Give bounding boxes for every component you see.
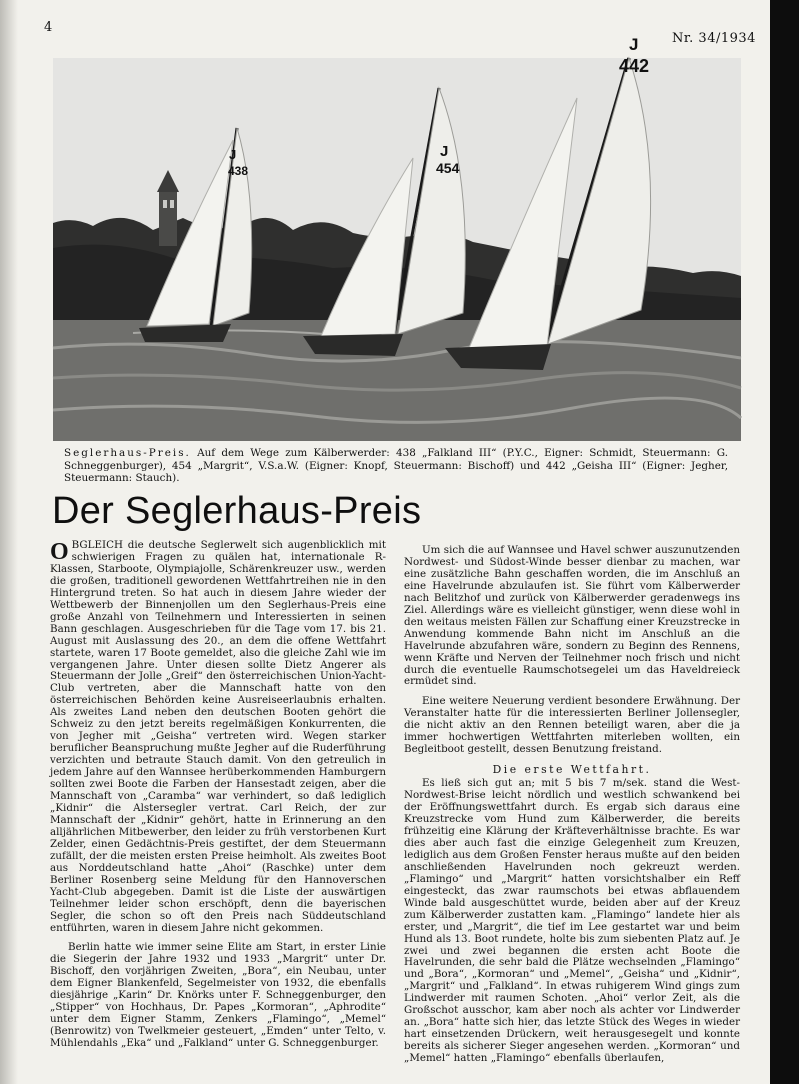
issue-number: Nr. 34/1934 xyxy=(672,31,756,46)
scan-border xyxy=(770,0,799,1084)
sail-number-438: 438 xyxy=(228,164,249,178)
sail-letter-438: J xyxy=(229,147,237,162)
section-subheading: Die erste Wettfahrt. xyxy=(492,763,652,777)
article-left-column xyxy=(50,540,386,1058)
paragraph: Eine weitere Neuerung verdient besondere Erwähnung. Der Veranstalter hatte für die interessierten Berliner Jollensegler, die nicht aktiv an den Rennen beteiligt waren, aber die ja immer hochwertigen Wettfahrten miterleben wollten, ein Begleitboot gestellt, dessen Benutzung freistand. xyxy=(404,695,740,756)
sail-letter-442: J xyxy=(629,35,639,54)
photo-caption xyxy=(64,447,728,485)
article-title: Der Seglerhaus-Preis xyxy=(52,490,422,532)
paragraph: Es ließ sich gut an; mit 5 bis 7 m/sek. stand die West-Nordwest-Brise leicht nördlich und westlich schwankend bei der Eröffnungswettfahrt durch. Es ergab sich daraus eine Kreuzstrecke vom Hund zum Kälberwerder, die bereits frühzeitig eine Klärung der Kräfteverhältnisse brachte. Es war dies aber auch fast die einzige Gelegenheit zum Kreuzen, lediglich aus dem Großen Fenster heraus mußte auf den beiden anschließenden Havelrunden noch gekreuzt werden. „Flamingo“ und „Margrit“ hatten vorsichtshalber ein Reff eingesteckt, das zwar raumschots bei etwas abflauendem Winde bald ausgeschüttet wurde, beiden aber auf der Kreuz zum Kälberwerder zustatten kam. „Flamingo“ landete hier als erster, und „Margrit“, die tief im Lee gestartet war und beim Hund als 13. Boot rundete, holte bis zum siebenten Platz auf. Je zwei und zwei begannen die ersten acht Boote die Havelrunden, die sehr bald die Plätze wechselnden „Flamingo“ und „Bora“, „Kormoran“ und „Memel“, „Geisha“ und „Kidnir“, „Margrit“ und „Falkland“. In etwas ruhigerem Wind gings zum Lindwerder mit raumen Schoten. „Ahoi“ verlor Zeit, als die Großschot ausschor, kam aber noch als achter vor Lindwerder an. „Bora“ hatte sich hier, das letzte Stück des Weges in wieder hart einsetzenden Drückern, weit herausgesegelt und konnte bereits als sicherer Sieger angesehen werden. „Kormoran“ und „Memel“ hatten „Flamingo“ ebenfalls überlaufen, xyxy=(404,777,740,1065)
page-number: 4 xyxy=(44,20,53,35)
caption-text: Auf dem Wege zum Kälberwerder: 438 „Falkland III“ (P.Y.C., Eigner: Schmidt, Steuermann: G. Schneggenburger), 454 „Margrit“, V.S.a.W. (Eigner: Knopf, Steuermann: Bischoff) und 442 „Geisha III“ (Eigner: Jegher, Steuermann: Stauch). xyxy=(64,447,728,484)
paragraph: OBGLEICH die deutsche Seglerwelt sich augenblicklich mit schwierigen Fragen zu quälen hat, internationale R-Klassen, Starboote, Olympiajolle, Schärenkreuzer usw., werden die großen, traditionell gewordenen Wettfahrtreihen nie in den Hintergrund treten. So hat auch in diesem Jahre wieder der Wettbewerb der Binnenjollen um den Seglerhaus-Preis eine große Anzahl von Teilnehmern und Interessierten in seinen Bann geschlagen. Ausgeschrieben für die Tage vom 17. bis 21. August mit Auslassung des 20., an dem die offene Wettfahrt startete, waren 17 Boote gemeldet, also die gleiche Zahl wie im vergangenen Jahre. Unter diesen sollte Dietz Angerer als Steuermann der Jolle „Greif“ den österreichischen Union-Yacht-Club vertreten, aber die Mannschaft hatte von den österreichischen Behörden keine Ausreiseerlaubnis erhalten. Als zweites Land neben den deutschen Booten gehört die Schweiz zu den jetzt bereits regelmäßigen Konkurrenten, die von Jegher mit „Geisha“ vertreten wird. Wegen starker beruflicher Beanspruchung mußte Jegher auf die Ruderführung verzichten und betraute Stauch damit. Von den getreulich in jedem Jahre auf den Wannsee herüberkommenden Hamburgern sollten zwei Boote die Farben der Hansestadt zeigen, aber die Mannschaft von „Caramba“ war verhindert, so daß lediglich „Kidnir“ die Alstersegler vertrat. Carl Reich, der zur Mannschaft der „Kidnir“ gehört, hatte in Erinnerung an den alljährlichen Mitbewerber, den leider zu früh verstorbenen Kurt Zelder, einen Gedächtnis-Preis gestiftet, der dem Steuermann zufällt, der die meisten ersten Preise heimholt. Als zweites Boot aus Norddeutschland hatte „Ahoi“ (Raschke) unter dem Berliner Rosenberg seine Meldung für den Hannoverschen Yacht-Club abgegeben. Damit ist die Liste der auswärtigen Teilnehmer leider schon erschöpft, denn die bayerischen Segler, die schon so oft den Preis nach Süddeutschland entführten, waren in diesem Jahre nicht gekommen. xyxy=(50,539,386,934)
page-edge-shadow xyxy=(0,0,18,1084)
caption-lead: Seglerhaus-Preis. xyxy=(64,447,191,459)
paragraph: Um sich die auf Wannsee und Havel schwer auszunutzenden Nordwest- und Südost-Winde besser dienbar zu machen, war eine zusätzliche Bahn geschaffen worden, die im Anschluß an eine Havelrunde abzulaufen ist. Sie führt vom Kälberwerder nach Belitzhof und zurück von Kälberwerder geradenwegs ins Ziel. Allerdings wäre es vielleicht günstiger, wenn diese wohl in den weitaus meisten Fällen zur Schaffung einer Kreuzstrecke in Anwendung kommende Bahn nicht im Anschluß an die Havelrunde abzufahren wäre, sondern zu Beginn des Rennens, wenn Kräfte und Nerven der Teilnehmer noch frisch und nicht durch die eventuelle Raumschotsegelei um das Haveldreieck ermüdet sind. xyxy=(404,544,740,688)
drop-cap: O xyxy=(50,539,69,565)
sail-letter-454: J xyxy=(440,143,449,160)
sail-number-454: 454 xyxy=(436,160,460,176)
sail-number-442: 442 xyxy=(619,56,650,76)
article-right-column xyxy=(404,545,740,1073)
paragraph: Berlin hatte wie immer seine Elite am Start, in erster Linie die Siegerin der Jahre 1932 und 1933 „Margrit“ unter Dr. Bischoff, den vorjährigen Zweiten, „Bora“, ein Neubau, unter dem Eigner Blankenfeld, Segelmeister von 1932, die ebenfalls diesjährige „Karin“ Dr. Knörks unter F. Schneggenburger, den „Stipper“ von Hochhaus, Dr. Papes „Kormoran“, „Aphrodite“ unter dem Eigner Stamm, Zenkers „Flamingo“, „Memel“ (Benrowitz) von Twelkmeier gesteuert, „Emden“ unter Telto, v. Mühlendahls „Eka“ und „Falkland“ unter G. Schneggenburger. xyxy=(50,941,386,1050)
